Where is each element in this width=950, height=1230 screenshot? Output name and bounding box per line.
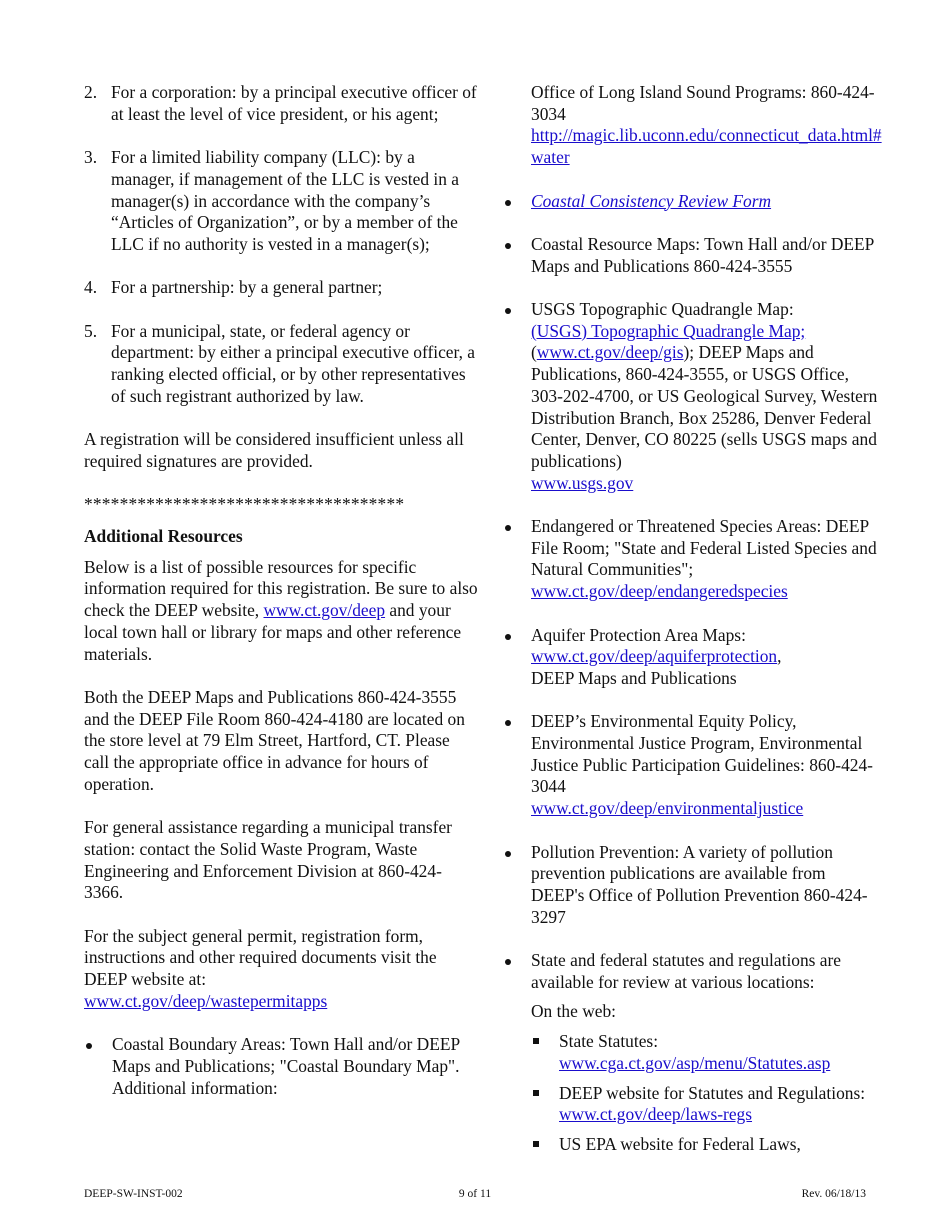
bullet-dot	[503, 234, 531, 277]
aquifer-protection-link[interactable]: www.ct.gov/deep/aquiferprotection	[531, 646, 778, 667]
usgs-gov-link[interactable]: www.usgs.gov	[531, 472, 634, 493]
bullet-coastal-boundary	[84, 1034, 479, 1099]
statutes-text: State and federal statutes and regulations are available for review at various locations:	[531, 950, 842, 992]
sub-item-deep-regs	[531, 1083, 883, 1126]
on-the-web-label: On the web:	[531, 1001, 617, 1022]
footer-doc-id: DEEP-SW-INST-002	[84, 1188, 183, 1200]
transfer-station-paragraph: For general assistance regarding a municipal transfer station: contact the Solid Waste Program, Waste Engineering and Enforcement Division at 860-424-3366.	[84, 817, 452, 903]
bullet-dot	[503, 299, 531, 494]
bullet-dot	[503, 950, 531, 1164]
bullet-text: Coastal Resource Maps: Town Hall and/or DEEP Maps and Publications 860-424-3555	[531, 233, 874, 276]
item-number: 5.	[84, 320, 98, 341]
bullet-endangered-species	[503, 516, 883, 603]
usgs-title: USGS Topographic Quadrangle Map:	[531, 298, 794, 319]
usgs-details: ); DEEP Maps and Publications, 860-424-3555, or USGS Office, 303-202-4700, or US Geological Survey, Western Distribution Branch, Box 25286, Denver Federal Center, Denver, CO 80225 (sells USGS maps and publications)	[531, 342, 878, 471]
numbered-item	[84, 321, 479, 408]
numbered-item	[84, 277, 479, 299]
bullet-pollution-prevention	[503, 842, 883, 929]
sub-item-label: State Statutes:	[559, 1031, 659, 1052]
item-text: For a partnership: by a general partner;	[111, 277, 383, 298]
square-bullet	[531, 1031, 559, 1074]
bullet-dot	[503, 516, 531, 603]
waste-permit-apps-link[interactable]: www.ct.gov/deep/wastepermitapps	[84, 990, 328, 1011]
left-column	[84, 82, 479, 1121]
coastal-boundary-continued	[531, 82, 883, 169]
deep-gis-link[interactable]: www.ct.gov/deep/gis	[536, 342, 684, 363]
bullet-usgs	[503, 299, 883, 494]
subject-permit-paragraph	[84, 926, 479, 1013]
item-number: 4.	[84, 277, 98, 298]
usgs-quad-map-link[interactable]: (USGS) Topographic Quadrangle Map;	[531, 320, 806, 341]
comma: ,	[777, 646, 782, 667]
numbered-item	[84, 147, 479, 256]
maps-room-paragraph: Both the DEEP Maps and Publications 860-424-3555 and the DEEP File Room 860-424-4180 are located on the store level at 79 Elm Street, Hartford, CT. Please call the appropriate office in advance for hours of operation.	[84, 686, 465, 794]
separator-stars: ************************************	[84, 494, 405, 515]
bullet-statutes	[503, 950, 883, 1164]
section-heading: Additional Resources	[84, 525, 243, 546]
lis-programs-text: Office of Long Island Sound Programs: 860-424-3034	[531, 82, 875, 124]
square-bullet	[531, 1083, 559, 1126]
item-number: 2.	[84, 82, 98, 102]
environmental-justice-link[interactable]: www.ct.gov/deep/environmentaljustice	[531, 798, 804, 819]
bullet-dot	[84, 1034, 112, 1099]
bullet-text: Pollution Prevention: A variety of pollution prevention publications are available from DEEP's Office of Pollution Prevention 860-424-3297	[531, 841, 868, 927]
bullet-text: Coastal Boundary Areas: Town Hall and/or DEEP Maps and Publications; "Coastal Boundary Map". Additional information:	[112, 1034, 460, 1098]
square-bullet	[531, 1134, 559, 1156]
bullet-dot	[503, 191, 531, 213]
sub-item-epa	[531, 1134, 883, 1156]
sub-item-label: US EPA website for Federal Laws,	[559, 1133, 801, 1154]
item-text: For a corporation: by a principal executive officer of at least the level of vice president, or his agent;	[111, 82, 477, 124]
sub-item-label: DEEP website for Statutes and Regulations:	[559, 1082, 866, 1103]
endangered-text: Endangered or Threatened Species Areas: DEEP File Room; "State and Federal Listed Species and Natural Communities";	[531, 516, 877, 580]
bullet-dot	[503, 711, 531, 820]
bullet-aquifer	[503, 625, 883, 690]
right-column	[503, 82, 883, 1164]
endangered-species-link[interactable]: www.ct.gov/deep/endangeredspecies	[531, 581, 788, 602]
ej-text: DEEP’s Environmental Equity Policy, Environmental Justice Program, Environmental Justice Public Participation Guidelines: 860-424-3044	[531, 711, 873, 797]
footer-revision: Rev. 06/18/13	[801, 1188, 866, 1200]
item-text: For a limited liability company (LLC): by a manager, if management of the LLC is vested in a manager(s) in accordance with the company’s “Articles of Organization”, or by a member of the LLC if no authority is vested in a manager(s);	[111, 147, 459, 254]
insufficient-note: A registration will be considered insufficient unless all required signatures are provided.	[84, 429, 464, 471]
bullet-environmental-justice	[503, 711, 883, 820]
bullet-coastal-form	[503, 191, 883, 213]
deep-laws-regs-link[interactable]: www.ct.gov/deep/laws-regs	[559, 1104, 753, 1125]
bullet-dot	[503, 625, 531, 690]
deep-website-link[interactable]: www.ct.gov/deep	[263, 600, 386, 621]
magic-uconn-link[interactable]: http://magic.lib.uconn.edu/connecticut_data.html#water	[531, 125, 882, 168]
intro-paragraph	[84, 557, 479, 666]
sub-item-state-statutes	[531, 1031, 883, 1074]
state-statutes-link[interactable]: www.cga.ct.gov/asp/menu/Statutes.asp	[559, 1052, 831, 1073]
bullet-dot	[503, 842, 531, 929]
intro-text-b: and your local town hall or library for maps and other reference materials.	[84, 600, 462, 664]
footer-page-number: 9 of 11	[458, 1188, 492, 1200]
item-number: 3.	[84, 147, 98, 168]
numbered-item	[84, 82, 479, 125]
coastal-consistency-form-link[interactable]: Coastal Consistency Review Form	[531, 190, 772, 211]
aquifer-source: DEEP Maps and Publications	[531, 667, 737, 688]
item-text: For a municipal, state, or federal agency or department: by either a principal executive officer, a ranking elected official, or by other representatives of such registrant authorized by law.	[111, 320, 476, 406]
aquifer-text: Aquifer Protection Area Maps:	[531, 624, 746, 645]
bullet-coastal-maps	[503, 234, 883, 277]
intro-text-a: Below is a list of possible resources for specific information required for this registration. Be sure to also check the DEEP website,	[84, 556, 478, 621]
subject-text: For the subject general permit, registration form, instructions and other required documents visit the DEEP website at:	[84, 925, 437, 989]
paren-open: (	[531, 342, 537, 363]
